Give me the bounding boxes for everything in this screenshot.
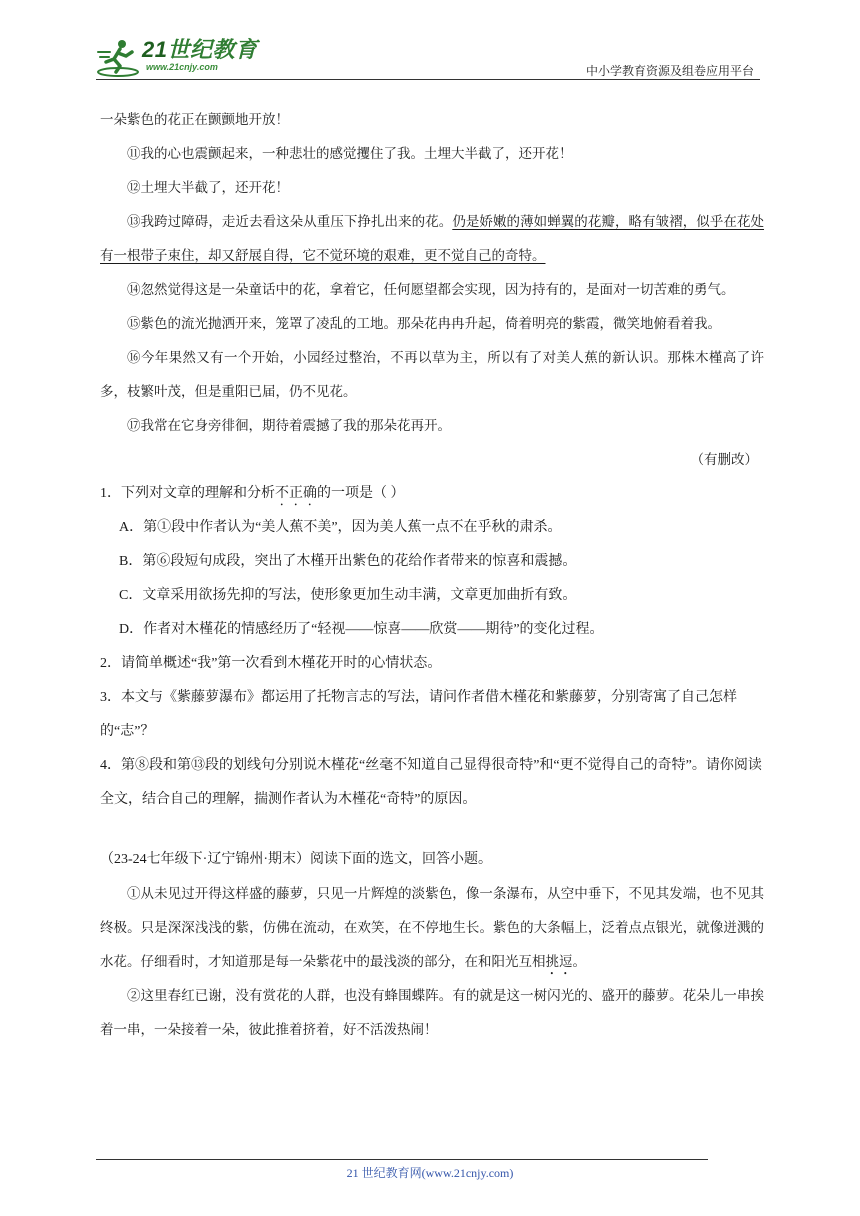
passage2-source: （23-24七年级下·辽宁锦州·期末）阅读下面的选文，回答小题。 — [100, 852, 492, 867]
passage2-para-1 — [100, 877, 764, 979]
footer-divider — [96, 1159, 708, 1160]
passage1-para-11: ⑪我的心也震颤起来，一种悲壮的感觉攫住了我。土埋大半截了，还开花！ — [127, 146, 573, 162]
passage1-para-12: ⑫土埋大半截了，还开花！ — [127, 180, 289, 196]
passage1-para-0: 一朵紫色的花正在颤颤地开放！ — [100, 112, 289, 128]
para-13-underlined-sentence: 仍是娇嫩的薄如蝉翼的花瓣，略有皱褶，似乎在花处有一根带子束住，却又舒展自得，它不觉环境的艰难，更不觉自己的奇特。 — [100, 214, 765, 264]
page-header — [96, 38, 760, 80]
q1-option-d: D．作者对木槿花的情感经历了“轻视——惊喜——欣赏——期待”的变化过程。 — [119, 622, 604, 637]
platform-title: 中小学教育资源及组卷应用平台 — [585, 64, 754, 78]
running-figure-logo-icon — [96, 38, 140, 78]
passage1-para-14: ⑭忽然觉得这是一朵童话中的花，拿着它，任何愿望都会实现，因为持有的，是面对一切苦难的勇气。 — [127, 282, 735, 298]
document-body — [100, 103, 764, 1047]
q1-option-b: B．第⑥段短句成段，突出了木槿开出紫色的花给作者带来的惊喜和震撼。 — [119, 554, 577, 569]
abridged-note: （有删改） — [690, 452, 758, 468]
question-1 — [100, 477, 764, 511]
passage1-para-17: ⑰我常在它身旁徘徊，期待着震撼了我的那朵花再开。 — [127, 418, 451, 434]
question-2: 2．请简单概述“我”第一次看到木槿花开时的心情状态。 — [100, 656, 442, 671]
logo-title: 世纪教育 — [167, 37, 258, 62]
q1-option-a: A．第①段中作者认为“美人蕉不美”，因为美人蕉一点不在乎秋的肃杀。 — [119, 520, 562, 535]
footer-link[interactable]: 21 世纪教育网(www.21cnjy.com) — [346, 1166, 514, 1180]
q1-stem-pre: 1．下列对文章的理解和分析 — [100, 486, 275, 501]
passage1-para-13 — [100, 205, 764, 273]
p1-text: ①从未见过开得这样盛的藤萝，只见一片辉煌的淡紫色，像一条瀑布，从空中垂下，不见其发端，也不见其终极。只是深深浅浅的紫，仿佛在流动，在欢笑，在不停地生长。紫色的大条幅上，泛着点点银光，就像迸溅的水花。仔细看时，才知道那是每一朵紫花中的最浅淡的部分，在和阳光互相 — [100, 886, 764, 970]
section-gap — [100, 817, 764, 843]
q1-stem-post: 的一项是（ ） — [317, 486, 405, 501]
para-13-text: ⑬我跨过障碍，走近去看这朵从重压下挣扎出来的花。 — [127, 214, 453, 230]
logo-number: 21 — [142, 37, 168, 62]
q1-emphasis: 不正确 — [275, 486, 317, 501]
q1-option-c: C．文章采用欲扬先抑的写法，使形象更加生动丰满，文章更加曲折有致。 — [119, 588, 577, 603]
p1-emphasis: 挑逗 — [545, 954, 573, 970]
passage1-para-15: ⑮紫色的流光抛洒开来，笼罩了凌乱的工地。那朵花冉冉升起，倚着明亮的紫霞，微笑地俯看着我。 — [127, 316, 721, 332]
header-divider — [96, 79, 760, 80]
question-4: 4．第⑧段和第⑬段的划线句分别说木槿花“丝毫不知道自己显得很奇特”和“更不觉得自己的奇特”。请你阅读全文，结合自己的理解，揣测作者认为木槿花“奇特”的原因。 — [100, 758, 762, 807]
logo — [96, 38, 258, 78]
logo-url: www.21cnjy.com — [146, 62, 218, 72]
passage1-para-16: ⑯今年果然又有一个开始，小园经过整治，不再以草为主，所以有了对美人蕉的新认识。那株木槿高了许多，枝繁叶茂，但是重阳已届，仍不见花。 — [100, 350, 764, 400]
question-3: 3．本文与《紫藤萝瀑布》都运用了托物言志的写法，请问作者借木槿花和紫藤萝，分别寄寓了自己怎样的“志”？ — [100, 690, 737, 739]
p1-end: 。 — [572, 954, 586, 970]
passage2-para-2: ②这里春红已谢，没有赏花的人群，也没有蜂围蝶阵。有的就是这一树闪光的、盛开的藤萝。花朵儿一串挨着一串，一朵接着一朵，彼此推着挤着，好不活泼热闹！ — [100, 988, 764, 1038]
